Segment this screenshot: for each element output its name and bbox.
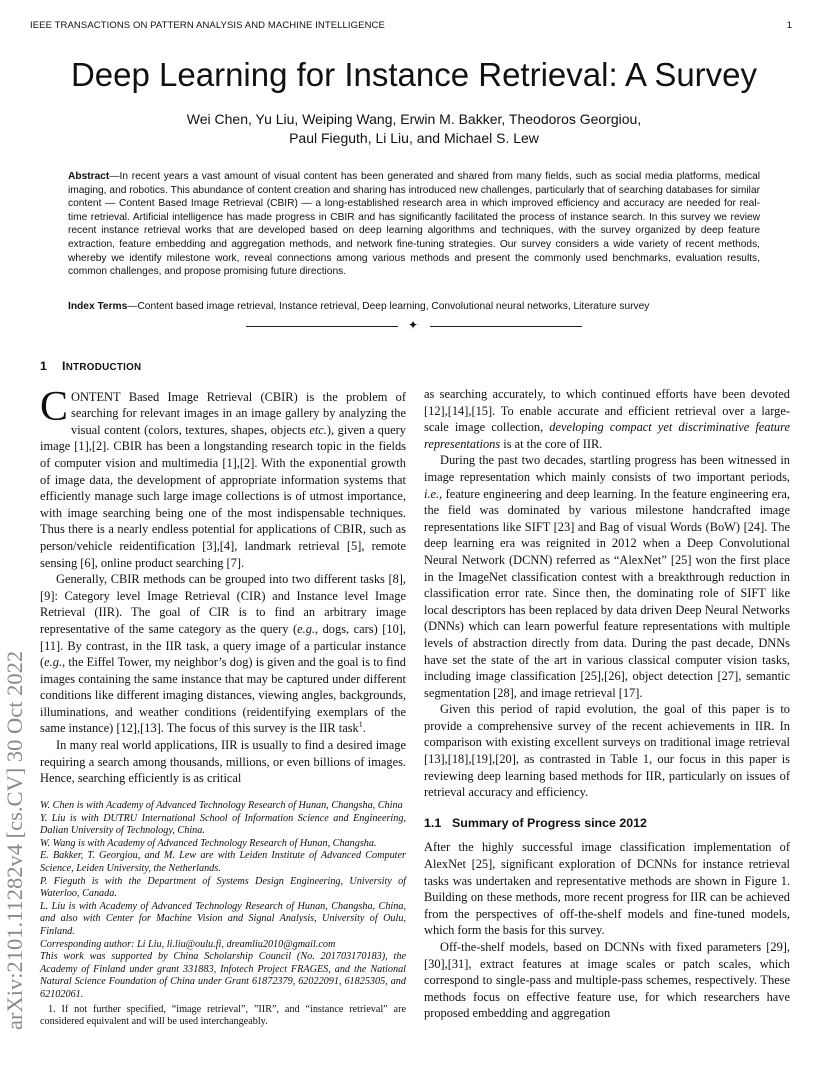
text-run: ), given a query image [1],[2]. CBIR has been a longstanding research topic in the fields of computer vision and multimedia [1],[2]. With the exponential growth of image data, the development of appropriate information systems that efficiently manage such large image collections is of utmost importance, with image searching being one of the most indispensable techniques. Thus there is a nearly endless potential for applications of CBIR, such as person/vehicle reidentification [3],[4], landmark retrieval [5], remote sensing [6], online product searching [7]. — [40, 422, 406, 570]
separator-diamond-icon: ✦ — [408, 318, 419, 332]
intro-paragraph-3: In many real world applications, IIR is usually to find a desired image requiring a search among thousands, millions, or even billions of images. Hence, searching efficiently is as critical — [40, 738, 406, 786]
footnote-affiliation: W. Wang is with Academy of Advanced Technology Research of Hunan, Changsha. — [40, 837, 377, 849]
text-run: , the Eiffel Tower, my neighbor’s dog) is given and the goal is to find images containing the same instance that may be captured under different conditions like different imaging distances, viewing angles, backgrounds, illuminations, and weather conditions (reidentifying exemplars of the same instance) [12],[13]. The focus of this survey is the IIR task — [40, 655, 406, 736]
separator-line-right — [430, 326, 582, 327]
text-run: Based Image Retrieval (CBIR) is the problem of searching for relevant images in an image gallery by analyzing the visual content (colors, textures, shapes, objects — [71, 389, 406, 437]
index-terms-text: —Content based image retrieval, Instance retrieval, Deep learning, Convolutional neural networks, Literature survey — [127, 301, 650, 312]
arxiv-stamp: arXiv:2101.11282v4 [cs.CV] 30 Oct 2022 — [2, 650, 27, 1030]
section-heading-initial: I — [62, 359, 66, 373]
journal-header: IEEE TRANSACTIONS ON PATTERN ANALYSIS AND MACHINE INTELLIGENCE — [30, 20, 385, 31]
abstract — [68, 170, 760, 279]
text-run: . — [362, 721, 366, 736]
text-run: as searching accurately, to which continued efforts have been devoted [12],[14],[15]. To enable accurate and efficient retrieval over a large-scale image collection, — [424, 387, 790, 435]
right-column — [424, 386, 790, 1022]
footnote-affiliation: Y. Liu is with DUTRU International School of Information Science and Engineering, Dalian University of Technology, China. — [40, 812, 406, 837]
section-heading-rest: NTRODUCTION — [65, 362, 142, 373]
emphasis: etc. — [309, 422, 327, 437]
emphasis: e.g. — [297, 621, 315, 636]
intro-paragraph-6: Given this period of rapid evolution, the goal of this paper is to provide a comprehensive survey of the recent achievements in IIR. In comparison with existing excellent surveys on traditional image retrieval [13],[18],[19],[20], as contrasted in Table 1, our focus in this paper is reviewing deep learning based methods for IIR, particularly on issues of retrieval accuracy and efficiency. — [424, 702, 790, 800]
emphasis: i.e. — [424, 486, 440, 501]
page-number: 1 — [786, 20, 792, 31]
footnote-affiliation: L. Liu is with Academy of Advanced Technology Research of Hunan, Changsha, China, and also with Center for Machine Vision and Signal Analysis, University of Oulu, Finland. — [40, 900, 406, 937]
drop-cap: C — [40, 383, 69, 430]
separator-line-left — [246, 326, 398, 327]
left-column — [40, 358, 406, 787]
author-line-1: Wei Chen, Yu Liu, Weiping Wang, Erwin M. Bakker, Theodoros Georgiou, — [186, 111, 642, 127]
abstract-text: —In recent years a vast amount of visual content has been generated and shared from many fields, such as social media platforms, medical imaging, and robotics. This abundance of content creation and sharing has introduced new challenges, particularly that of searching databases for similar content — Content Based Image Retrieval (CBIR) — a long-established research area in which improved efficiency and accuracy are needed for real-time retrieval. Artificial intelligence has made progress in CBIR and has significantly facilitated the process of instance search. In this survey we review recent instance retrieval works that are developed based on deep learning algorithms and techniques, with the survey organized by deep feature extraction, feature embedding and aggregation methods, and network fine-tuning strategies. Our survey considers a wide variety of recent methods, whereby we identify milestone work, reveal connections among various methods and present the commonly used benchmarks, evaluation results, common challenges, and propose promising future directions. — [68, 171, 760, 278]
emphasis: e.g. — [44, 655, 63, 670]
progress-paragraph-2: Off-the-shelf models, based on DCNNs with fixed parameters [29],[30],[31], extract features at image scales or patch scales, which correspond to single-pass and multiple-pass schemes, respectively. These methods focus on effective feature use, for which researchers have proposed embedding and aggregation — [424, 940, 790, 1021]
text-run: , dogs, cars) [10],[11]. By contrast, in the IIR task, a query image of a particular instance ( — [40, 621, 406, 670]
section-number: 1 — [40, 359, 48, 373]
footnote-affiliation: P. Fieguth is with the Department of Systems Design Engineering, University of Waterloo, Canada. — [40, 875, 406, 900]
footnote-funding: This work was supported by China Scholarship Council (No. 201703170183), the Academy of Finland under grant 331883, Infotech Project FRAGES, and the National Natural Science Foundation of China under Grant 61872379, 62022091, 61825305, and 62102061. — [40, 951, 406, 1000]
progress-paragraph-1: After the highly successful image classification implementation of AlexNet [25], significant exploration of DCNNs for instance retrieval tasks was undertaken and representative methods are shown in Figure 1. Building on these methods, more recent progress for IIR can be achieved from the perspectives of off-the-shelf models and fine-tuned models, which form the basis for this survey. — [424, 840, 790, 938]
subsection-number: 1.1 — [424, 815, 442, 830]
author-line-2: Paul Fieguth, Li Liu, and Michael S. Lew — [289, 130, 539, 146]
emphasis: developing compact yet discriminative feature representations — [424, 420, 790, 451]
footnote-affiliation: W. Chen is with Academy of Advanced Technology Research of Hunan, Changsha, China — [40, 800, 403, 811]
footnote-marker: 1 — [358, 720, 363, 730]
subsection-title: Summary of Progress since 2012 — [452, 815, 647, 830]
subsection-heading — [424, 815, 790, 832]
footnote-affiliation: E. Bakker, T. Georgiou, and M. Lew are with Leiden Institute of Advanced Computer Science, Leiden University, the Netherlands. — [40, 850, 406, 874]
smallcaps-word: ONTENT — [71, 389, 121, 404]
text-run: is at the core of IIR. — [500, 436, 603, 451]
author-list — [100, 110, 728, 148]
abstract-label: Abstract — [68, 171, 110, 182]
intro-paragraph-2 — [40, 571, 406, 737]
text-run: Generally, CBIR methods can be grouped into two different tasks [8],[9]: Category level Image Retrieval (CIR) and Instance level Image Retrieval (IIR). The goal of CIR is to find an arbitrary image representative of the same category as the query ( — [40, 572, 406, 636]
index-terms-label: Index Terms — [68, 301, 128, 312]
intro-paragraph-5 — [424, 452, 790, 701]
author-footnotes — [40, 800, 406, 1039]
footnote-corresponding-author: Corresponding author: Li Liu, li.liu@oulu.fi, dreamliu2010@gmail.com — [40, 938, 336, 950]
index-terms — [68, 300, 760, 314]
intro-paragraph-4 — [424, 386, 790, 452]
intro-paragraph-1 — [40, 383, 406, 572]
text-run: During the past two decades, startling progress has been witnessed in image representation which mainly consists of two important periods, — [424, 453, 790, 484]
text-run: , feature engineering and deep learning. In the feature engineering era, the field was dominated by various milestone handcrafted image representations like SIFT [23] and Bag of visual Words (BoW) [24]. The deep learning era was reignited in 2012 when a Deep Convolutional Neural Network (DCNN) referred as “AlexNet” [25] won the first place in the ImageNet classification contest with a breakthrough reduction in classification error rate. Since then, the dominating role of SIFT like local descriptors has been replaced by data driven Deep Neural Networks (DNNs) which can learn powerful feature representations with multiple levels of abstraction directly from data. During the past decade, DNNs have set the state of the art in various classical computer vision tasks, including image classification [25],[26], object detection [27], semantic segmentation [28], and image retrieval [17]. — [424, 486, 790, 700]
footnote-1: 1. If not further specified, “image retrieval”, ”IIR”, and “instance retrieval” are considered equivalent and will be used interchangeably. — [40, 1003, 406, 1028]
paper-title: Deep Learning for Instance Retrieval: A Survey — [70, 56, 758, 93]
section-heading-introduction — [40, 358, 406, 377]
